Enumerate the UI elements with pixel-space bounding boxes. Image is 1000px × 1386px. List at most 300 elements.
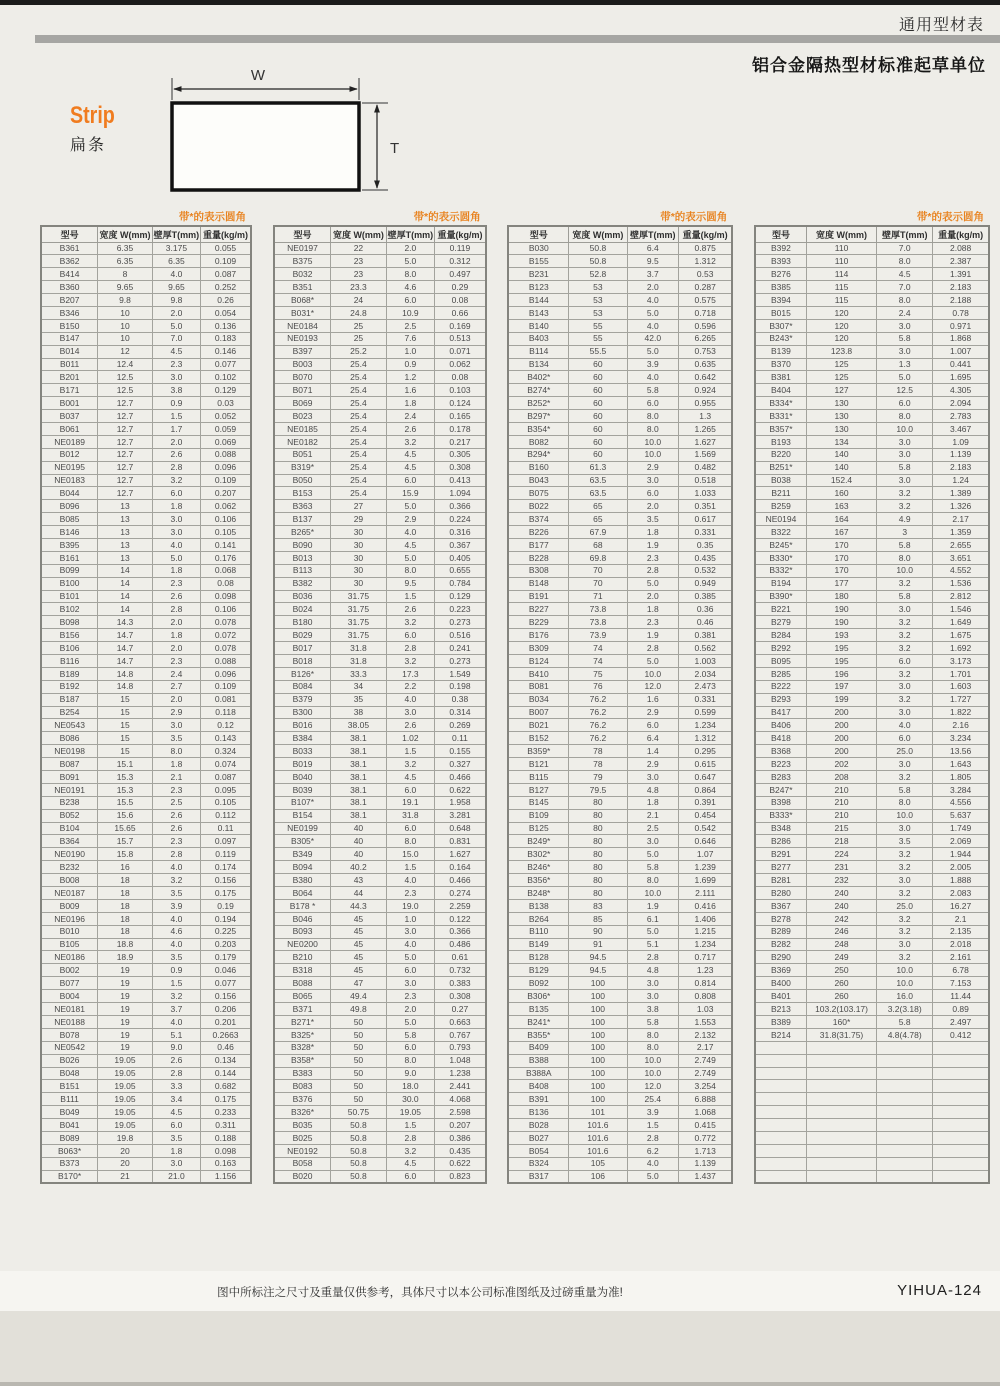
table-cell: 68 (569, 538, 627, 551)
table-cell: 2.8 (627, 1131, 679, 1144)
table-row (755, 603, 989, 616)
table-cell: 0.415 (679, 1119, 733, 1132)
table-row (41, 642, 251, 655)
table-cell: 0.109 (201, 474, 251, 487)
table-cell: 3.0 (877, 474, 933, 487)
table-cell (877, 1067, 933, 1080)
table-cell: 94.5 (569, 964, 627, 977)
table-cell (933, 1119, 989, 1132)
table-cell: B385 (755, 281, 806, 294)
table-cell: 2.0 (152, 642, 200, 655)
table-cell: NE0186 (41, 951, 98, 964)
table-cell: 2.132 (679, 1028, 733, 1041)
column-header: 型号 (41, 226, 98, 242)
table-cell: 1.3 (679, 410, 733, 423)
table-cell: 40 (331, 835, 386, 848)
table-row (755, 990, 989, 1003)
table-cell: B077 (41, 977, 98, 990)
table-row (274, 551, 486, 564)
table-cell: 2.8 (152, 603, 200, 616)
table-cell: 79 (569, 771, 627, 784)
table-cell: 0.105 (201, 526, 251, 539)
table-cell: 3.2 (877, 616, 933, 629)
header-row (508, 226, 732, 242)
table-cell: 130 (806, 410, 876, 423)
table-row (508, 861, 732, 874)
table-row (508, 848, 732, 861)
table-cell: 1.958 (435, 796, 486, 809)
table-cell: 38.1 (331, 758, 386, 771)
table-row (274, 448, 486, 461)
table-cell: 6.0 (386, 964, 435, 977)
table-cell: B389 (755, 1015, 806, 1028)
table-row (508, 1170, 732, 1183)
table-cell: 199 (806, 693, 876, 706)
table-cell: 8.0 (877, 294, 933, 307)
table-cell: B002 (41, 964, 98, 977)
table-row (274, 1054, 486, 1067)
table-cell: 34 (331, 680, 386, 693)
table-cell: 2.497 (933, 1015, 989, 1028)
profile-rect (172, 103, 359, 190)
table-cell: B346 (41, 306, 98, 319)
table-cell: 25.4 (331, 410, 386, 423)
table-cell: B009 (41, 899, 98, 912)
table-cell: 30 (331, 538, 386, 551)
table-cell: 0.435 (435, 1144, 486, 1157)
table-row (274, 564, 486, 577)
table-cell: 6.78 (933, 964, 989, 977)
table-cell: 5.0 (386, 551, 435, 564)
table-row (508, 874, 732, 887)
table-cell: 0.072 (201, 629, 251, 642)
table-row (755, 513, 989, 526)
table-cell: 0.176 (201, 551, 251, 564)
table-cell: 12.7 (98, 474, 153, 487)
table-cell: 1.9 (627, 629, 679, 642)
table-row (41, 371, 251, 384)
table-cell: 2.1 (933, 912, 989, 925)
table-cell: 15 (98, 745, 153, 758)
table-cell: B293 (755, 693, 806, 706)
table-cell: B114 (508, 345, 568, 358)
table-cell: 249 (806, 951, 876, 964)
table-cell: 0.096 (201, 667, 251, 680)
table-row (755, 809, 989, 822)
table-cell: 1.3 (877, 358, 933, 371)
table-cell: 43 (331, 874, 386, 887)
table-cell: 0.383 (435, 977, 486, 990)
table-cell: 3.0 (627, 771, 679, 784)
table-cell: 0.141 (201, 538, 251, 551)
table-cell: 1.546 (933, 603, 989, 616)
table-cell: 80 (569, 874, 627, 887)
table-cell: 75 (569, 667, 627, 680)
table-cell: 38.05 (331, 719, 386, 732)
table-cell: 4.556 (933, 796, 989, 809)
table-cell: 69.8 (569, 551, 627, 564)
table-cell: 0.823 (435, 1170, 486, 1183)
table-cell: B418 (755, 732, 806, 745)
table-cell: B025 (274, 1131, 331, 1144)
table-cell: 0.78 (933, 306, 989, 319)
table-cell: 2.6 (152, 1054, 200, 1067)
table-cell: 0.11 (435, 732, 486, 745)
table-cell: 0.165 (435, 410, 486, 423)
table-row (508, 706, 732, 719)
table-row (508, 319, 732, 332)
table-cell: 47 (331, 977, 386, 990)
table-row (755, 938, 989, 951)
table-cell: 1.4 (627, 745, 679, 758)
table-cell: 38 (331, 706, 386, 719)
table-row (755, 397, 989, 410)
table-cell: 0.078 (201, 616, 251, 629)
table-row (41, 822, 251, 835)
table-cell: 7.153 (933, 977, 989, 990)
table-row (755, 332, 989, 345)
table-cell: 2.3 (627, 616, 679, 629)
table-cell: 231 (806, 861, 876, 874)
table-row (755, 371, 989, 384)
table-cell: 25.4 (331, 384, 386, 397)
table-cell: B317 (508, 1170, 568, 1183)
table-cell: B305* (274, 835, 331, 848)
table-cell: 140 (806, 448, 876, 461)
table-cell: 0.179 (201, 951, 251, 964)
table-row (41, 1028, 251, 1041)
table-cell: 83 (569, 899, 627, 912)
table-cell: 2.598 (435, 1106, 486, 1119)
table-cell: 1.437 (679, 1170, 733, 1183)
table-cell: 0.087 (201, 268, 251, 281)
table-cell: 25.2 (331, 345, 386, 358)
table-cell: B032 (274, 268, 331, 281)
table-cell: 13 (98, 538, 153, 551)
table-cell: 4.0 (627, 371, 679, 384)
table-cell: B149 (508, 938, 568, 951)
table-cell: B061 (41, 422, 98, 435)
rounded-corner-note: 带*的表示圆角 (413, 211, 481, 223)
table-cell: B092 (508, 977, 568, 990)
table-cell: 4.0 (152, 538, 200, 551)
table-cell: NE0194 (755, 513, 806, 526)
table-cell: B135 (508, 1003, 568, 1016)
table-cell: 6.1 (627, 912, 679, 925)
table-cell (755, 1080, 806, 1093)
table-cell: B349 (274, 848, 331, 861)
table-cell: B012 (41, 448, 98, 461)
column-header: 重量(kg/m) (933, 226, 989, 242)
table-cell: B049 (41, 1106, 98, 1119)
table-row (755, 1170, 989, 1183)
table-cell: 4.5 (386, 461, 435, 474)
table-cell: 31.75 (331, 616, 386, 629)
table-cell: 2.111 (679, 887, 733, 900)
table-cell: 3.0 (627, 977, 679, 990)
table-cell: 3.0 (386, 706, 435, 719)
table-cell: 0.11 (201, 822, 251, 835)
table-row (508, 1028, 732, 1041)
table-cell: 14.8 (98, 680, 153, 693)
table-cell: B069 (274, 397, 331, 410)
table-row (755, 448, 989, 461)
table-cell: 1.549 (435, 667, 486, 680)
table-cell: 8.0 (877, 796, 933, 809)
table-row (41, 1054, 251, 1067)
table-cell: 0.224 (435, 513, 486, 526)
table-cell: 8.0 (627, 1041, 679, 1054)
table-row (274, 500, 486, 513)
table-cell: B264 (508, 912, 568, 925)
table-cell: 31.8 (331, 642, 386, 655)
table-cell: B160 (508, 461, 568, 474)
table-cell: 3 (877, 526, 933, 539)
table-cell: 160 (806, 487, 876, 500)
table-cell: 1.713 (679, 1144, 733, 1157)
table-cell: 0.046 (201, 964, 251, 977)
table-cell: 3.0 (152, 719, 200, 732)
table-row (274, 538, 486, 551)
table-row (41, 397, 251, 410)
table-cell: B152 (508, 732, 568, 745)
column-header: 重量(kg/m) (201, 226, 251, 242)
table-cell: 0.516 (435, 629, 486, 642)
table-cell: 40.2 (331, 861, 386, 874)
table-cell: 10.0 (627, 435, 679, 448)
table-cell: 2.4 (152, 667, 200, 680)
table-cell: NE0199 (274, 822, 331, 835)
table-row (274, 925, 486, 938)
table-row (508, 1080, 732, 1093)
table-row (274, 513, 486, 526)
table-cell: 2.0 (386, 242, 435, 255)
table-cell: B397 (274, 345, 331, 358)
table-row (508, 294, 732, 307)
table-cell: 0.9 (386, 358, 435, 371)
table-cell (806, 1106, 876, 1119)
table-cell: 30.0 (386, 1093, 435, 1106)
table-cell: 2.473 (679, 680, 733, 693)
table-row (755, 500, 989, 513)
table-cell: 6.0 (877, 732, 933, 745)
table-cell: 0.542 (679, 822, 733, 835)
table-cell: B382 (274, 577, 331, 590)
table-cell: 80 (569, 822, 627, 835)
table-cell: B383 (274, 1067, 331, 1080)
table-cell: B271* (274, 1015, 331, 1028)
table-cell: 0.454 (679, 809, 733, 822)
table-cell: 0.381 (679, 629, 733, 642)
table-cell: 74 (569, 642, 627, 655)
table-cell: 100 (569, 1003, 627, 1016)
table-cell: 3.467 (933, 422, 989, 435)
table-cell: 2.3 (627, 551, 679, 564)
table-cell: B075 (508, 487, 568, 500)
table-cell: B278 (755, 912, 806, 925)
table-cell: B232 (41, 861, 98, 874)
table-cell: 1.239 (679, 861, 733, 874)
table-cell (755, 1106, 806, 1119)
table-row (41, 1093, 251, 1106)
table-cell: B140 (508, 319, 568, 332)
table-row (508, 448, 732, 461)
table-cell: B276 (755, 268, 806, 281)
table-cell: 1.553 (679, 1015, 733, 1028)
table-cell: 2.441 (435, 1080, 486, 1093)
table-cell: 100 (569, 977, 627, 990)
table-row (508, 526, 732, 539)
table-cell: 0.03 (201, 397, 251, 410)
table-cell: 3.234 (933, 732, 989, 745)
table-cell: B065 (274, 990, 331, 1003)
table-row (41, 745, 251, 758)
table-cell: 31.8 (331, 655, 386, 668)
table-cell: 0.308 (435, 461, 486, 474)
table-cell: 25.4 (331, 397, 386, 410)
table-cell: 1.6 (386, 384, 435, 397)
table-cell: 79.5 (569, 783, 627, 796)
table-row (274, 655, 486, 668)
table-cell: 4.0 (877, 719, 933, 732)
table-row (755, 1080, 989, 1093)
table-cell: B381 (755, 371, 806, 384)
product-name-en: Strip (70, 102, 115, 129)
table-cell: 60 (569, 435, 627, 448)
table-cell: 49.8 (331, 1003, 386, 1016)
table-row (755, 435, 989, 448)
table-cell: 91 (569, 938, 627, 951)
table-cell: 0.169 (435, 319, 486, 332)
table-cell: 14 (98, 590, 153, 603)
table-cell: B414 (41, 268, 98, 281)
table-cell: 38.1 (331, 732, 386, 745)
table-cell: B003 (274, 358, 331, 371)
table-cell: 5.0 (386, 255, 435, 268)
strip-cross-section-diagram (0, 60, 420, 210)
table-cell: 6.0 (386, 294, 435, 307)
table-row (274, 835, 486, 848)
table-cell: B010 (41, 925, 98, 938)
table-cell: 0.129 (435, 590, 486, 603)
table-cell: 120 (806, 306, 876, 319)
table-row (508, 332, 732, 345)
table-cell: B300 (274, 706, 331, 719)
table-cell: 0.532 (679, 564, 733, 577)
table-cell: 18 (98, 874, 153, 887)
table-cell: B254 (41, 706, 98, 719)
table-cell: B214 (755, 1028, 806, 1041)
table-cell: 4.0 (386, 874, 435, 887)
table-cell: 4.0 (386, 526, 435, 539)
table-cell: 4.5 (386, 771, 435, 784)
table-cell: 1.265 (679, 422, 733, 435)
table-row (41, 461, 251, 474)
table-cell: 4.8 (627, 964, 679, 977)
table-cell: 0.405 (435, 551, 486, 564)
table-row (41, 603, 251, 616)
table-cell: 3.8 (152, 384, 200, 397)
table-cell: 0.062 (435, 358, 486, 371)
table-cell: 4.5 (152, 1106, 200, 1119)
table-cell: 50 (331, 1041, 386, 1054)
table-cell: 2.018 (933, 938, 989, 951)
table-cell: 14 (98, 577, 153, 590)
header-row (41, 226, 251, 242)
table-cell: 65 (569, 500, 627, 513)
table-cell: 5.1 (627, 938, 679, 951)
table-row (508, 693, 732, 706)
table-cell: 0.069 (201, 435, 251, 448)
table-cell: 1.312 (679, 255, 733, 268)
table-cell: B115 (508, 771, 568, 784)
table-cell: 1.5 (627, 1119, 679, 1132)
table-cell: B037 (41, 410, 98, 423)
table-cell: 0.311 (201, 1119, 251, 1132)
column-header: 壁厚T(mm) (627, 226, 679, 242)
table-cell: 1.695 (933, 371, 989, 384)
table-row (41, 255, 251, 268)
table-cell: 12.5 (98, 384, 153, 397)
table-row (41, 848, 251, 861)
table-row (508, 1144, 732, 1157)
table-cell: 15 (98, 706, 153, 719)
table-cell: B189 (41, 667, 98, 680)
table-cell: 0.201 (201, 1015, 251, 1028)
table-cell: 5.0 (152, 319, 200, 332)
table-row (274, 822, 486, 835)
table-cell: NE0184 (274, 319, 331, 332)
table-cell: 1.139 (933, 448, 989, 461)
tables-area (40, 209, 990, 1184)
table-cell: 1.03 (679, 1003, 733, 1016)
table-cell: 0.062 (201, 500, 251, 513)
table-cell: 0.124 (435, 397, 486, 410)
table-row (508, 242, 732, 255)
table-cell: 164 (806, 513, 876, 526)
table-cell: B113 (274, 564, 331, 577)
table-cell: B265* (274, 526, 331, 539)
table-cell (806, 1093, 876, 1106)
table-cell: 3.0 (627, 990, 679, 1003)
table-cell: 14.3 (98, 616, 153, 629)
table-cell: 5.0 (627, 577, 679, 590)
table-cell: B238 (41, 796, 98, 809)
table-cell: 3.0 (877, 706, 933, 719)
table-cell: 2.8 (386, 1131, 435, 1144)
table-cell: 76.2 (569, 732, 627, 745)
table-row (274, 861, 486, 874)
column-header: 宽度 W(mm) (98, 226, 153, 242)
table-cell: B008 (41, 874, 98, 887)
table-cell: 1.389 (933, 487, 989, 500)
table-row (508, 487, 732, 500)
table-cell: 1.675 (933, 629, 989, 642)
table-row (274, 874, 486, 887)
table-cell: 127 (806, 384, 876, 397)
table-row (755, 642, 989, 655)
table-cell: 0.077 (201, 977, 251, 990)
table-row (41, 474, 251, 487)
table-cell: 18.9 (98, 951, 153, 964)
table-cell: 31.8 (386, 809, 435, 822)
table-cell: B326* (274, 1106, 331, 1119)
table-cell: 163 (806, 500, 876, 513)
table-cell: 3.5 (152, 1131, 200, 1144)
table-row (274, 964, 486, 977)
table-cell: 53 (569, 306, 627, 319)
table-cell: 25.4 (331, 448, 386, 461)
